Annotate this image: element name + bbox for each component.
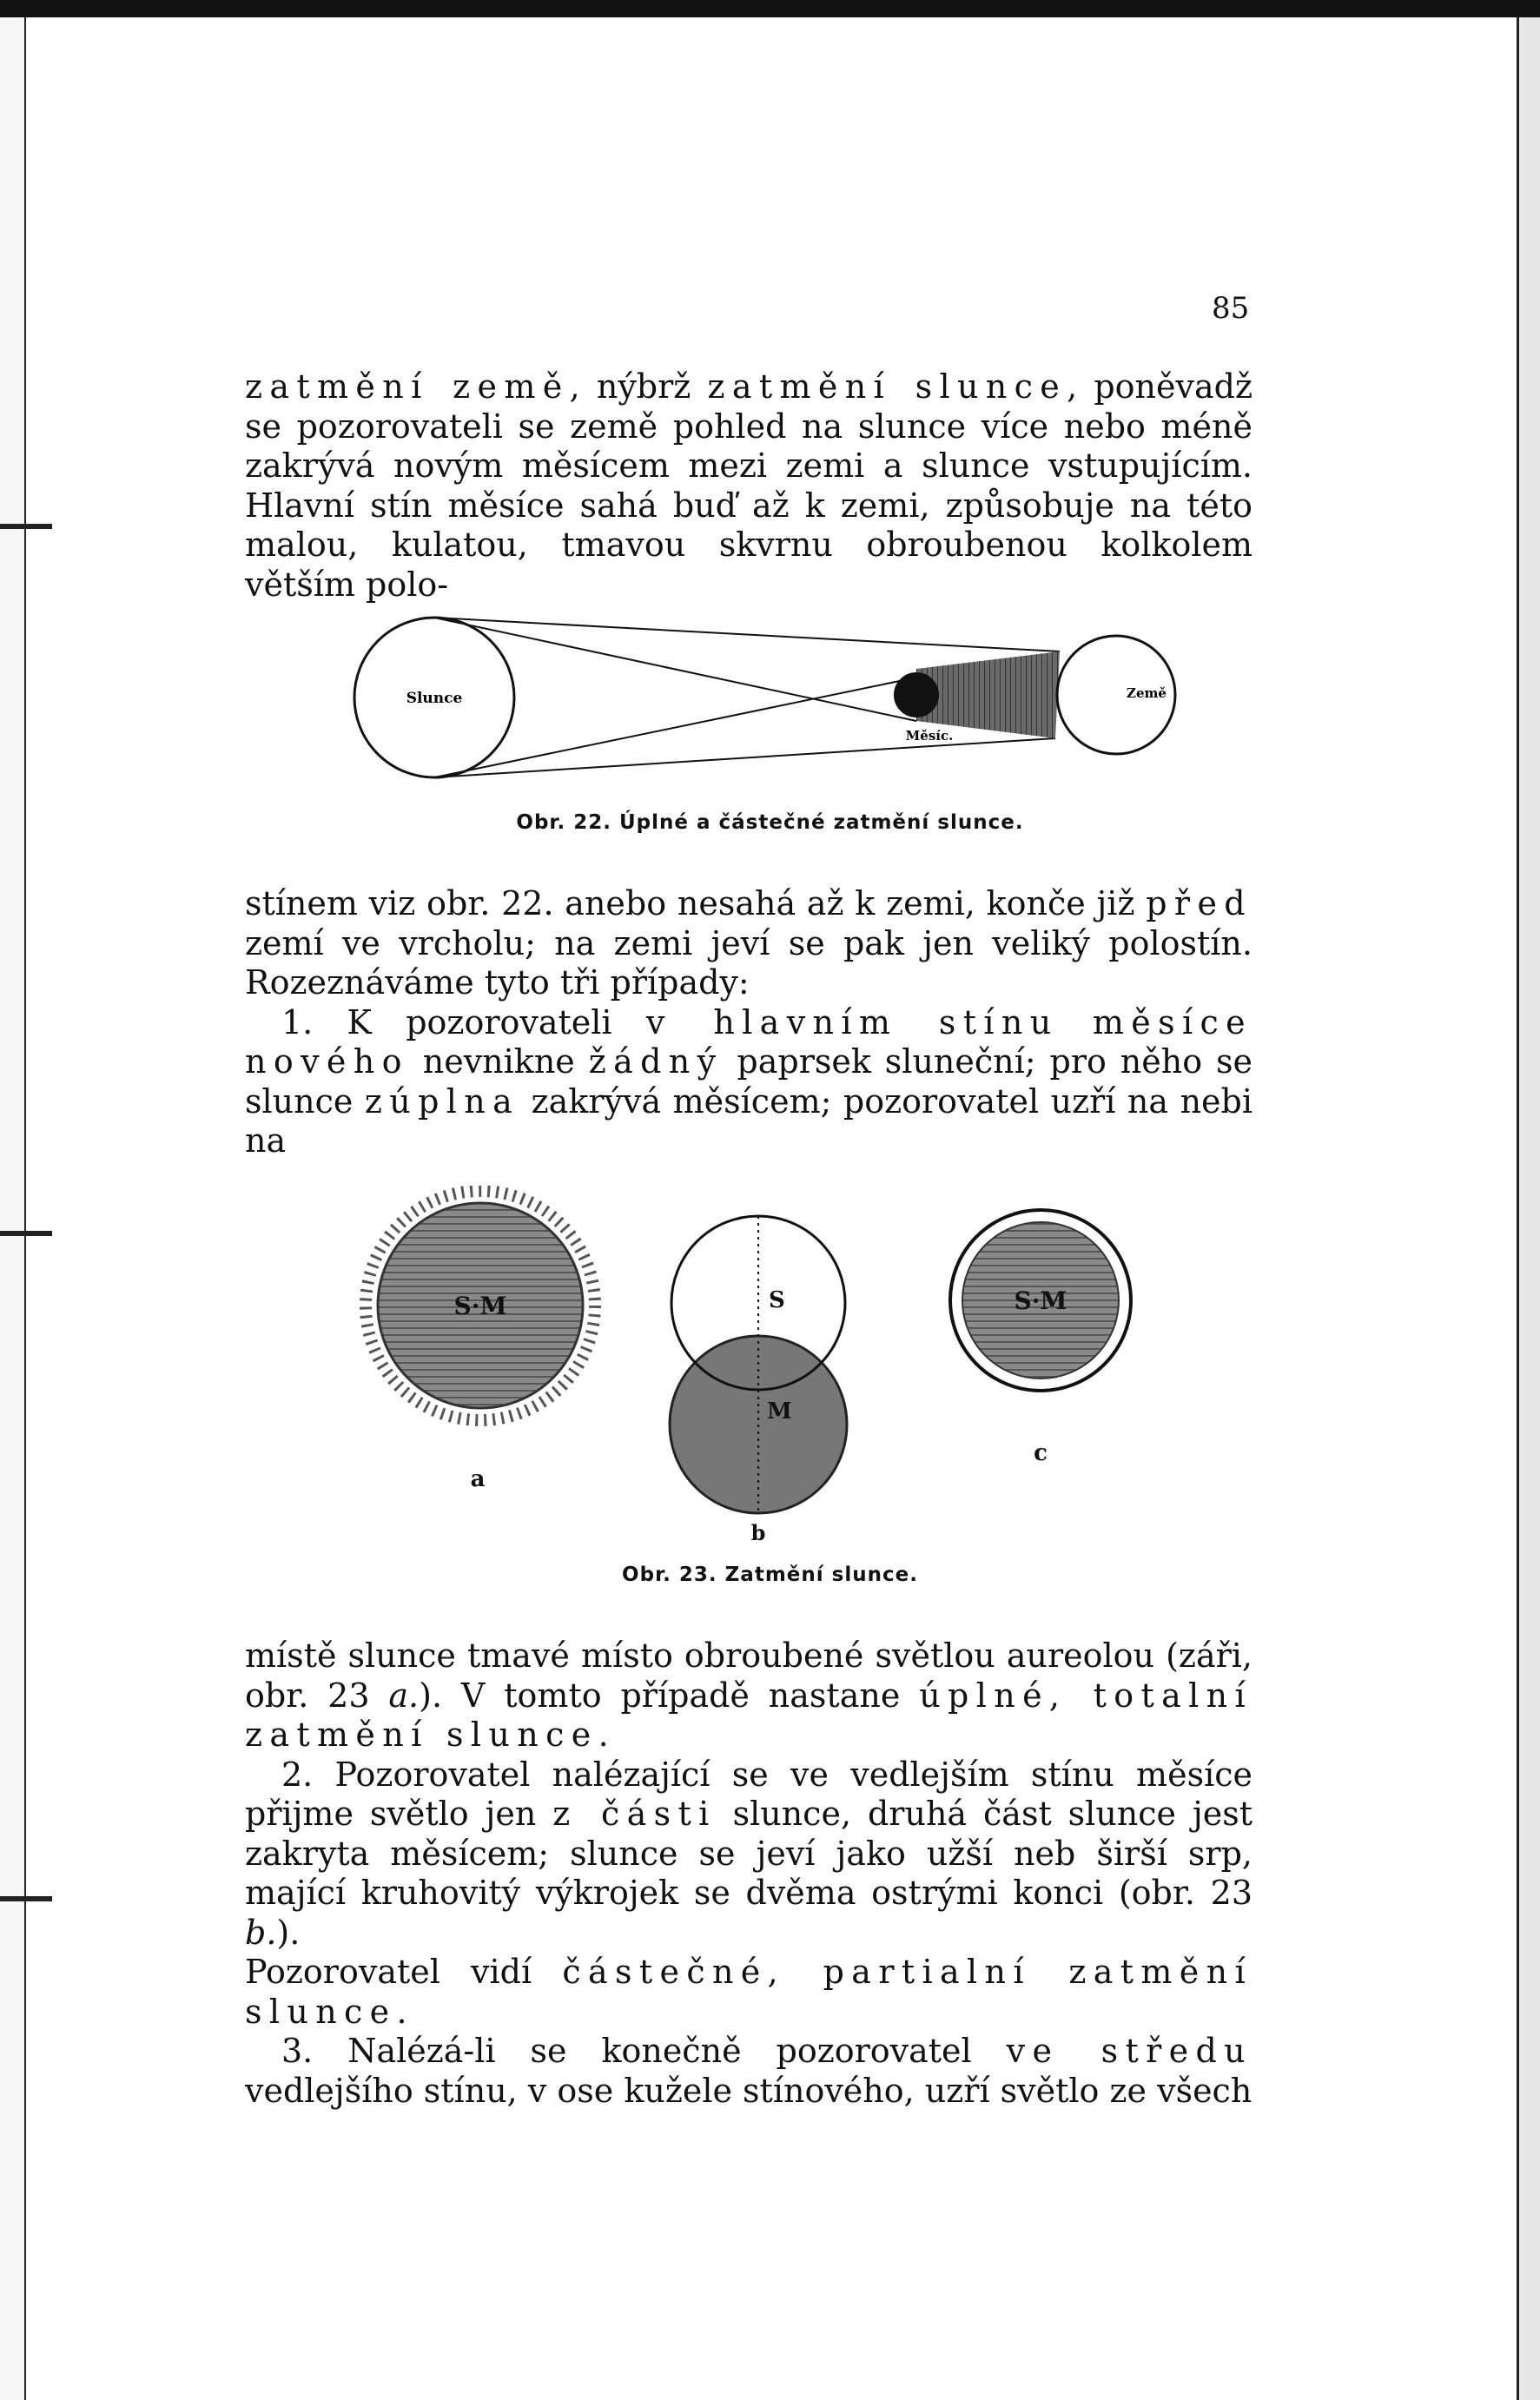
text-run: slunce, druhá část slunce jest zakryta měsícem; slunce se jeví jako užší neb širší srp, mající kruhovitý výkrojek se dvěma ostrými konci (obr. 23 [245,1795,1253,1912]
spaced-text: v hlavním stínu [645,1002,1059,1041]
scan-mark [0,1896,52,1901]
figure-a-label: a [470,1466,486,1492]
spaced-text: zúplna [364,1081,520,1121]
earth-label: Země [1127,685,1167,701]
spaced-text: žádný [588,1042,724,1081]
text-run: vedlejšího stínu, v ose kužele stínového, uzří světlo ze všech [245,2071,1252,2110]
spaced-text: zatmění slunce [707,367,1067,406]
sun-moon-label: S·M [453,1292,507,1320]
spaced-text: měsíce nového [245,1002,1252,1081]
text-block-middle [245,884,1252,1161]
paragraph [245,1003,1252,1161]
italic-text: b. [245,1913,277,1952]
paragraph [245,1636,1252,1755]
text-run: zemí ve vrcholu; na zemi jeví se pak jen veliký polostín. Rozeznáváme tyto tři případy: [245,923,1252,1002]
text-run: , poněvadž se pozorovateli se země pohled na slunce více nebo méně zakrývá novým měsícem mezi zemi a slunce vstupujícím. Hlavní stín měsíce sahá buď až k zemi, způsobuje na této malou, kulatou, tmavou skvrnu obroubenou kolkolem větším polo- [245,367,1252,604]
moon-label: Měsíc. [905,728,954,744]
moon-circle [895,673,938,717]
sun-label-s: S [769,1287,785,1313]
scan-border-left [0,17,26,2400]
ray-line [434,618,1060,651]
text-run: stínem viz obr. 22. anebo nesahá až k zemi, konče již [245,884,1147,922]
scan-mark [0,524,52,529]
text-run: ). [276,1913,301,1952]
page-number: 85 [1212,291,1250,326]
figure-22-eclipse-diagram [343,608,1194,782]
text-run [1059,1003,1093,1041]
text-block-top [245,367,1252,605]
text-run: . [598,1716,609,1754]
scan-border-top [0,0,1540,17]
sun-label: Slunce [406,690,463,707]
spaced-text: z části [552,1795,717,1833]
paragraph [245,1953,1252,2032]
paragraph [245,2032,1252,2111]
text-run: ). V tomto případě nastane [419,1676,920,1715]
text-run: . [396,1992,407,2031]
text-run: nevnikne [408,1042,589,1081]
text-run: místě slunce tmavé místo obroubené světlou aureolou (záři, obr. 23 [245,1636,1252,1715]
figure-22-caption: Obr. 22. Úplné a částečné zatmění slunce. [516,811,1024,834]
text-block-bottom [245,1636,1252,2111]
text-run: , nýbrž [569,367,708,406]
figure-23-eclipse-phases [343,1186,1151,1559]
paragraph [245,367,1252,605]
eclipse-partial-b [670,1216,847,1513]
text-run: 2. Pozorovatel nalézající se ve vedlejším stínu měsíce přijme světlo jen [245,1755,1252,1833]
sun-moon-label: S·M [1014,1286,1067,1315]
eclipse-total-a [366,1191,595,1420]
text-run: 3. Nalézá-li se konečně pozorovatel [281,2032,1007,2070]
paragraph [245,1755,1252,1954]
spaced-text: zatmění země [245,367,570,406]
spaced-text: úplné, totalní zatmění slunce [245,1676,1252,1754]
moon-label-m: M [767,1398,792,1425]
spaced-text: ve středu [1006,2032,1252,2070]
text-run: paprsek sluneční; pro něho se slunce [245,1042,1253,1121]
spaced-text: před [1146,884,1252,922]
paragraph [245,884,1252,1003]
text-run: zakrývá měsícem; pozorovatel uzří na nebi na [245,1081,1253,1160]
scan-border-right [1517,17,1540,2400]
italic-text: a. [388,1676,420,1715]
text-run: 1. K pozorovateli [281,1002,646,1041]
text-run: Pozorovatel vidí [245,1953,563,1991]
figure-23-caption: Obr. 23. Zatmění slunce. [622,1564,918,1586]
eclipse-annular-c [950,1210,1131,1391]
figure-b-label: b [750,1520,766,1545]
spaced-text: částečné, partialní zatmění slunce [245,1953,1253,2031]
figure-c-label: c [1034,1440,1048,1466]
scan-mark [0,1231,52,1236]
